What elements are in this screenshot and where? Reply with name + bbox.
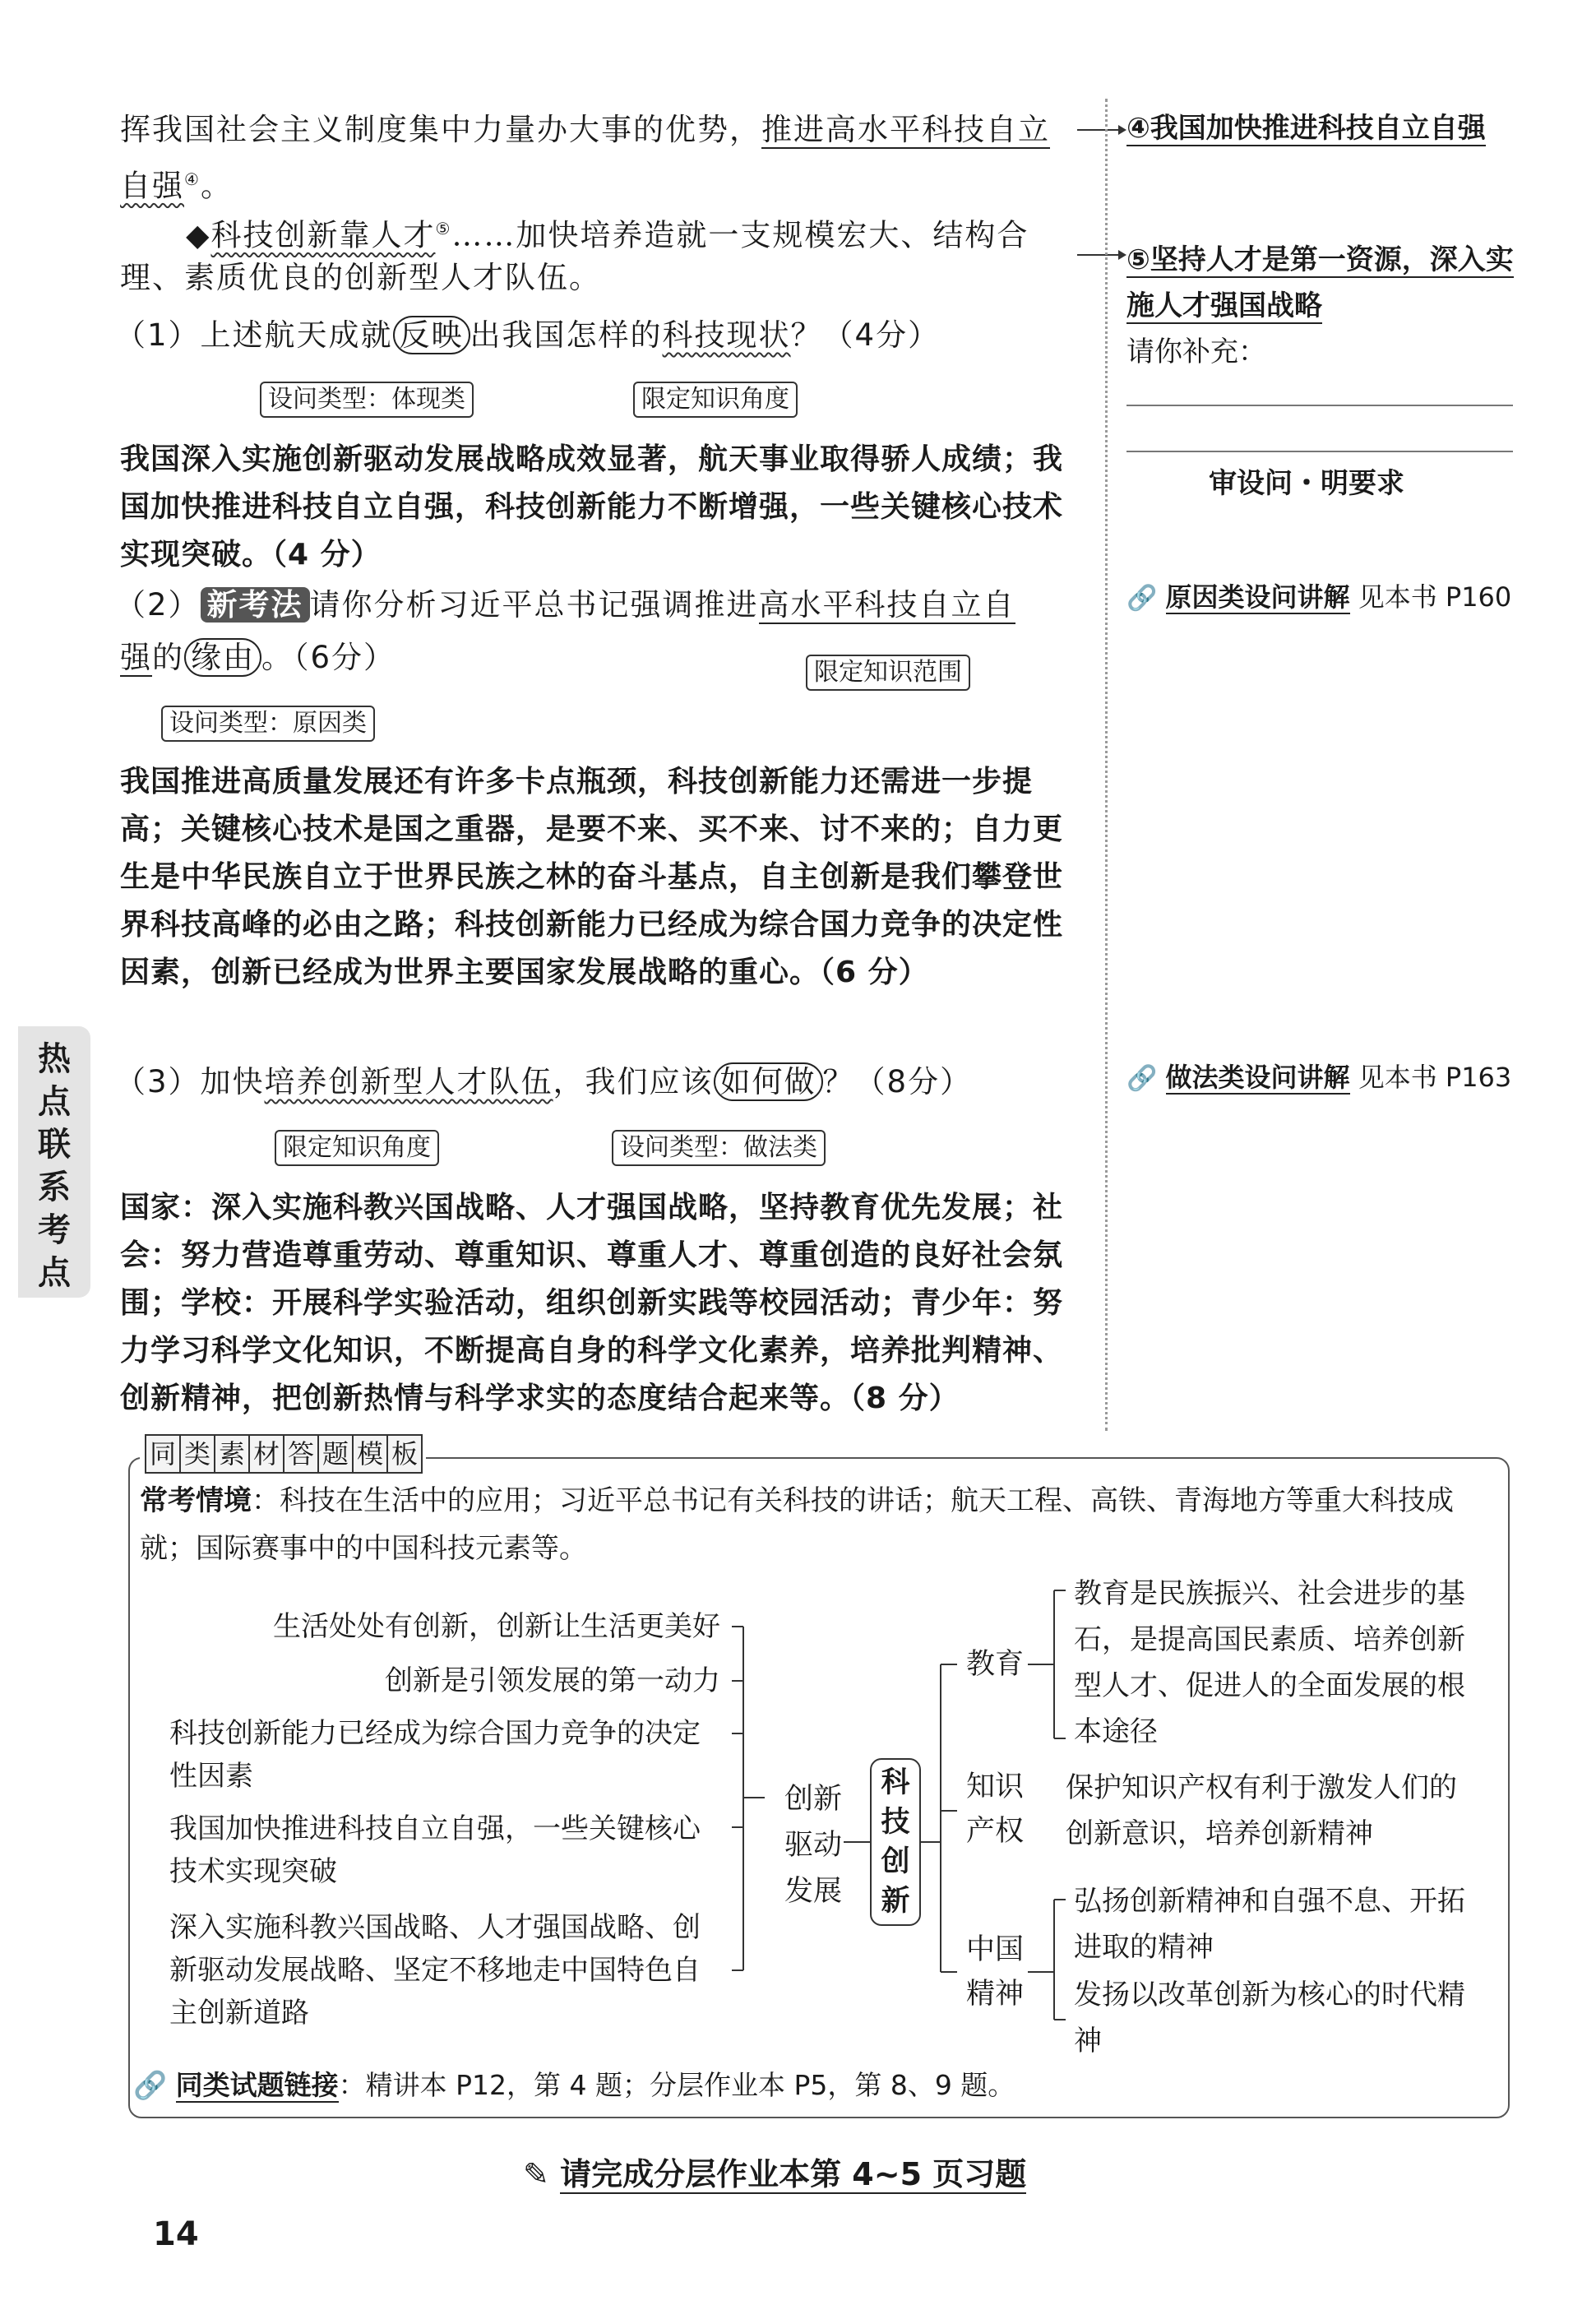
q2-keyword: 缘由 <box>184 638 261 677</box>
title-char: 素 <box>214 1434 250 1474</box>
context-label: 常考情境 <box>140 1484 252 1517</box>
tab-char: 考 <box>38 1211 71 1249</box>
title-char: 模 <box>352 1434 388 1474</box>
section-title: 审设问・明要求 <box>1209 467 1404 500</box>
tab-char: 点 <box>38 1254 71 1292</box>
mm-branch-spirit: 中国精神 <box>965 1933 1024 2011</box>
note-5-line1: ⑤坚持人才是第一资源，深入实 <box>1126 243 1514 276</box>
q2-post: 。（6分） <box>261 640 396 675</box>
mm-right-ip: 保护知识产权有利于激发人们的创新意识，培养创新精神 <box>1066 1771 1457 1850</box>
link-icon: 🔗 <box>1126 1064 1158 1093</box>
punct: 。 <box>200 168 233 204</box>
link-text: ：精讲本 P12，第 4 题；分层作业本 P5，第 8、9 题。 <box>338 2069 1015 2101</box>
center-box-char: 技 <box>881 1806 910 1839</box>
tab-char: 联 <box>38 1126 71 1164</box>
q3-mid: ，我们应该 <box>553 1064 714 1099</box>
q3-answer: 国家：深入实施科教兴国战略、人才强国战略，坚持教育优先发展；社会：努力营造尊重劳动、尊重知识、尊重人才、尊重创造的良好社会氛围；学校：开展科学实验活动，组织创新实践等校园活动；青少年：努力学习科学文化知识，不断提高自身的科学文化素养，培养批判精神、创新精神，把创新热情与科学求实的态度结合起来等。（8 分） <box>120 1191 1064 1415</box>
q2-pre: （2） <box>115 587 201 623</box>
mm-left-1: 生活处处有创新，创新让生活更美好 <box>273 1610 720 1643</box>
center-left-char: 发展 <box>784 1875 842 1908</box>
center-box-char: 科 <box>881 1766 910 1799</box>
passage-underline: 推进高水平科技自立 <box>761 112 1050 147</box>
q1-keyword: 反映 <box>393 316 470 354</box>
homework-text: 请完成分层作业本第 4~5 页习题 <box>560 2156 1027 2192</box>
q3-pre: （3）加快 <box>115 1064 265 1099</box>
q2-focus: 高水平科技自立自 <box>758 587 1015 623</box>
similar-questions-link[interactable] <box>133 2064 1498 2107</box>
tab-char: 点 <box>38 1083 71 1121</box>
footnote-4: ④ <box>184 169 201 189</box>
q1-tag-type: 设问类型：体现类 <box>260 382 474 418</box>
mm-left-3: 科技创新能力已经成为综合国力竞争的决定性因素 <box>169 1717 701 1793</box>
pencil-icon: ✎ <box>523 2156 549 2192</box>
mm-right-edu: 教育是民族振兴、社会进步的基石，是提高国民素质、培养创新型人才、促进人的全面发展的根本途径 <box>1074 1577 1465 1748</box>
q1-mid: 出我国怎样的 <box>470 317 663 353</box>
link-icon: 🔗 <box>1126 584 1158 613</box>
mm-center-box <box>870 1758 921 1926</box>
title-char: 板 <box>386 1434 423 1474</box>
q3-keyword: 如何做 <box>714 1062 823 1101</box>
note-4-text: ④我国加快推进科技自立自强 <box>1126 112 1486 145</box>
link-ref: 见本书 P163 <box>1358 1062 1512 1093</box>
passage-text: 挥我国社会主义制度集中力量办大事的优势， <box>120 112 761 147</box>
q3-focus: 培养创新型人才队伍 <box>264 1064 553 1099</box>
q2-tag-scope: 限定知识范围 <box>806 655 970 691</box>
q3-tag-type: 设问类型：做法类 <box>612 1130 826 1166</box>
mm-center-left <box>776 1776 850 1914</box>
q1-answer: 我国深入实施创新驱动发展战略成效显著，航天事业取得骄人成绩；我国加快推进科技自立自强，科技创新能力不断增强，一些关键核心技术实现突破。（4 分） <box>120 442 1064 572</box>
center-box-char: 新 <box>881 1885 910 1918</box>
tab-char: 热 <box>38 1040 71 1078</box>
link-label: 做法类设问讲解 <box>1165 1062 1350 1093</box>
title-char: 同 <box>145 1434 181 1474</box>
passage-text: ……加快培养造就一支规模宏大、结构合 <box>451 217 1029 253</box>
passage-underline: 自强 <box>120 168 184 204</box>
bullet-icon: ◆ <box>186 217 211 253</box>
new-exam-badge: 新考法 <box>201 587 310 623</box>
tab-char: 系 <box>38 1169 71 1206</box>
q1-focus: 科技现状 <box>662 317 791 353</box>
context-text: ：科技在生活中的应用；习近平总书记有关科技的讲话；航天工程、高铁、青海地方等重大科技成就；国际赛事中的中国科技元素等。 <box>140 1484 1454 1565</box>
note-5-line2: 施人才强国战略 <box>1126 289 1322 322</box>
title-char: 类 <box>179 1434 215 1474</box>
q3-tag-scope: 限定知识角度 <box>275 1130 439 1166</box>
footnote-5: ⑤ <box>435 219 452 238</box>
page-number: 14 <box>153 2215 199 2253</box>
supplement-label: 请你补充： <box>1126 336 1266 368</box>
title-char: 答 <box>283 1434 319 1474</box>
q2-text: 请你分析习近平总书记强调推进 <box>309 587 759 623</box>
mm-left-5: 深入实施科教兴国战略、人才强国战略、创新驱动发展战略、坚定不移地走中国特色自主创新道路 <box>169 1911 701 2030</box>
passage-line-4: 理、素质优良的创新型人才队伍。 <box>120 260 601 295</box>
mm-left-4: 我国加快推进科技自立自强，一些关键核心技术实现突破 <box>169 1812 701 1888</box>
link-ref: 见本书 P160 <box>1358 581 1512 613</box>
q1-tag-scope: 限定知识角度 <box>633 382 798 418</box>
q2-mid: 的 <box>152 640 184 675</box>
q1-post: ？（4分） <box>790 317 941 353</box>
mm-right-spirit-2: 发扬以改革创新为核心的时代精神 <box>1074 1979 1465 2057</box>
q2-answer: 我国推进高质量发展还有许多卡点瓶颈，科技创新能力还需进一步提高；关键核心技术是国之重器，是要不来、买不来、讨不来的；自力更生是中华民族自立于世界民族之林的奋斗基点，自主创新是我们攀登世界科技高峰的必由之路；科技创新能力已经成为综合国力竞争的决定性因素，创新已经成为世界主要国家发展战略的重心。（6 分） <box>120 765 1064 989</box>
mm-branch-edu: 教育 <box>965 1648 1024 1681</box>
link-label: 同类试题链接 <box>175 2069 339 2101</box>
title-char: 材 <box>248 1434 285 1474</box>
title-char: 题 <box>317 1434 354 1474</box>
mm-branch-ip: 知识产权 <box>965 1770 1024 1848</box>
mm-right-spirit-1: 弘扬创新精神和自强不息、开拓进取的精神 <box>1074 1885 1465 1964</box>
q3-post: ？（8分） <box>822 1064 973 1099</box>
center-box-char: 创 <box>881 1845 910 1878</box>
q2-tag-type: 设问类型：原因类 <box>161 706 375 742</box>
homework-prompt <box>523 2150 1026 2199</box>
q1-pre: （1）上述航天成就 <box>115 317 393 353</box>
mm-left-2: 创新是引领发展的第一动力 <box>385 1664 720 1697</box>
passage-underline: 科技创新靠人才 <box>210 217 436 253</box>
link-icon: 🔗 <box>133 2069 168 2101</box>
center-left-char: 驱动 <box>784 1829 842 1862</box>
q2-focus-2: 强 <box>120 640 152 675</box>
center-left-char: 创新 <box>784 1783 842 1816</box>
link-label: 原因类设问讲解 <box>1165 581 1350 613</box>
